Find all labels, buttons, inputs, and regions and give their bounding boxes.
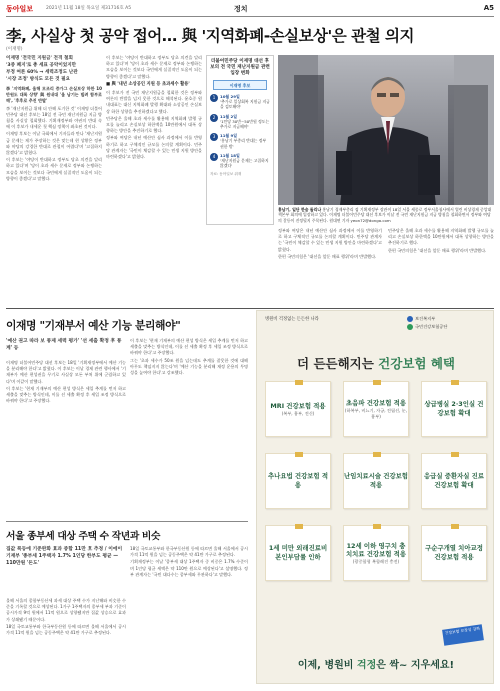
story1-lead: [6, 55, 102, 83]
ad-slogan: 이제, 병원비 걱정은 싹~ 지우세요!: [297, 660, 455, 671]
story2-subhead: '예산 권고 따라 보 통제 세력 평가' '선 세출 확정 후 통계' 등: [6, 339, 122, 351]
paragraph: 민주당은 올해 초과 세수를 활용해 지역화폐 발행 규모를 늘리고 손실보상 하한액을 10만원에서 대폭 상향하는 방안을 추진하기로 했다.: [106, 115, 202, 134]
top-rule: [6, 16, 494, 17]
paragraph: 그는 '초과 세수가 50조 원을 넘는데도 추계를 잘못한 것에 대해 아무도 책임지지 않는다'며 '예산 기능을 분리해 재정 운용의 투명성을 높여야 한다'고 강조했다.: [130, 357, 248, 376]
infobox-source: 자료: 동아일보 취재: [210, 172, 242, 177]
tape-icon: [373, 380, 381, 385]
paragraph: 이 후보는 '야당이 반대하고 정부도 당초 의견을 달리 하고 있다'며 '당이 초과 세수 문제로 정부와 논쟁하는 모습을 보이는 것보다 국민에게 실질적인 도움이 되는 방향이 좋겠다'고 말했다.: [6, 157, 102, 181]
story1-column-4: [388, 228, 494, 306]
nhis-emblem-icon: [407, 324, 413, 330]
timeline-date: 11월 18일: [220, 152, 240, 158]
paragraph: 민주당은 올해 초과 세수를 활용해 지역화폐 발행 규모를 늘리고 손실보상 하한액을 10만원에서 대폭 상향하는 방안을 추진하기로 했다.: [388, 228, 494, 246]
ministry-emblem-icon: [407, 316, 413, 322]
photo-official-walking: [278, 55, 494, 205]
paragraph: 이 후보는 '야당이 반대하고 정부도 당초 의견을 달리 하고 있다'며 '당이 초과 세수 문제로 정부와 논쟁하는 모습을 보이는 것보다 국민에게 실질적인 도움이 되는 방향이 좋겠다'고 말했다.: [106, 55, 202, 79]
health-insurance-ad: [256, 310, 494, 684]
infobox-brand: 이재명 후보: [213, 80, 267, 90]
timeline-number: 1: [210, 94, 218, 102]
main-headline: 李, 사실상 첫 공약 접어… 與 '지역화폐-손실보상'은 관철 의지: [6, 27, 414, 45]
paragraph: 올해 서울의 종합부동산세 과세 대상 주택 수가 지난해와 비슷한 수준을 기록할 것으로 예상된다. 1가구 1주택자의 종부세 부과 기준이 공시가격 9억 원에서 11억 원으로 상향됐지만 집값 상승으로 효과가 상쇄됐기 때문이다.: [6, 598, 126, 622]
benefit-card: 초음파 건강보험 적용 (하복부, 비뇨기, 자궁, 전립선, 눈, 흉부): [343, 381, 409, 437]
nhis-logo-text: 국민건강보험공단: [415, 324, 448, 329]
benefit-card: 1세 미만 외래진료비 본인부담률 인하: [265, 525, 331, 581]
tape-icon: [373, 452, 381, 457]
timeline-item: [207, 92, 273, 112]
timeline-text: '추가로 일상회복 지원금 지급을 검토해야': [220, 99, 270, 110]
timeline-date: 10월 29일: [220, 94, 240, 99]
paragraph: 이재명 더불어민주당 대선 후보는 18일 '기획재정부에서 예산 기능을 분리해야 한다'고 밝혔다. 이 후보는 이날 경제 관련 행사에서 '기재부가 예산 편성권을 무기로 사실상 모든 부처 위에 군림하고 있다'며 이같이 말했다.: [6, 360, 126, 384]
nhis-logo: [407, 323, 487, 331]
lead-line: 부정 여론 60% → 세력조정도 난관: [6, 70, 78, 75]
timeline-text: '홍남기 부총리 반대는 정부 권한 밖': [220, 138, 267, 149]
paragraph: 李 '재난지원금 위해 더 안해 포기한 것' 이재명 더불어민주당 대선 후보는 18일 전 국민 재난지원금 지급 방침을 사실상 철회했다. 기획재정부와 야권의 반대 속에 이 후보가 내세운 첫 핵심 정책이 좌초된 것이다.: [6, 105, 102, 130]
news-photo: [278, 55, 494, 205]
story1-column-2: [106, 55, 202, 305]
section-divider: [6, 521, 248, 522]
lead-line: 이재명 '전국민 지원금' 전격 철회: [6, 56, 73, 61]
tape-icon: [295, 524, 303, 529]
tape-icon: [373, 524, 381, 529]
main-byline: (이재명): [6, 47, 23, 52]
caption-text: 홍남기 경제부총리 겸 기획재정부 장관이 18일 서울 세종로 정부서울청사에서 열린 비상경제 중앙대책본부 회의에 입장하고 있다. 이재명 더불어민주당 대선 후보가 이날 전 국민 재난지원금 지급 방침을 철회하면서 정부와 여당의 갈등이 진정될지 주목된다. 원대연 기자 yeon72@donga.com: [278, 207, 492, 223]
timeline-item: [207, 151, 273, 171]
timeline-text: '1인당 30만~50만원 정도는 추가로 지급해야': [220, 118, 270, 130]
benefit-card: 난임치료시술 건강보험 적용: [343, 453, 409, 509]
story3-column-2: [130, 546, 248, 686]
timeline-number: 3: [210, 133, 218, 141]
paragraph: 기획재정부는 이날 '종부세 대상 1주택자 중 비중은 1.7% 수준이며 1인당 평균 세액은 약 110만 원으로 예상된다'고 설명했다. 정부 관계자는 '국민 대다수는 종부세와 무관하다'고 말했다.: [130, 559, 248, 577]
lead-line: '시장 조정' 방식도 모든 것 필요: [6, 77, 71, 82]
section-divider: [6, 308, 494, 309]
section-title: 정치: [234, 5, 248, 13]
tape-icon: [295, 452, 303, 457]
photo-caption: [278, 207, 494, 223]
timeline-item: [207, 112, 273, 132]
ministry-logo-text: 보건복지부: [415, 316, 436, 321]
story3-column-1: [6, 598, 126, 686]
ad-eraser-tag: 건강보험 보장성 강화: [442, 624, 484, 645]
issue-date: 2021년 11월 18일 목요일 제31716호 A5: [46, 6, 132, 11]
paragraph: 한편 국민의힘은 '대선을 앞둔 매표 행위'라며 반발했다.: [278, 253, 377, 259]
benefit-card: 상급병실 2·3인실 건강보험 확대: [421, 381, 487, 437]
timeline-text: '재난지원금 문제는 고집하지 않겠다': [220, 158, 269, 169]
paragraph: 이 후보는 '현재 기재부의 예산 편성 방식은 세입 추계를 먼저 하고 세출을 맞추는 방식인데, 이를 선 세출 확정 후 세입 조정 방식으로 바꿔야 한다'고 주장했다.: [130, 338, 248, 356]
benefit-card: 구순구개열 치아교정 건강보험 적용: [421, 525, 487, 581]
paragraph: 정부와 여당은 내년 예산안 심사 과정에서 이를 반영하기로 하고 구체적인 규모를 논의할 계획이다. 민주당 관계자는 '국민이 체감할 수 있는 민생 지원 방안을 마련하겠다'고 밝혔다.: [106, 135, 202, 160]
paragraph: 18일 국토교통부와 한국부동산원 등에 따르면 올해 서울에서 공시가격 11억 원을 넘는 공동주택은 약 41만 가구로 추정된다.: [130, 546, 248, 558]
timeline-item: [207, 131, 273, 151]
story3-headline: 서울 종부세 대상 주택 수 작년과 비슷: [6, 531, 161, 542]
benefit-card: 응급실 중환자실 진료 건강보험 확대: [421, 453, 487, 509]
ad-topline: 병원비 걱정없는 든든한 나라: [265, 317, 319, 322]
paragraph: 한편 국민의힘은 '대선을 앞둔 매표 행위'라며 반발했다.: [388, 247, 487, 253]
tape-icon: [451, 524, 459, 529]
timeline-infobox: [206, 55, 274, 225]
page-number: A5: [483, 4, 494, 12]
benefit-card: 12세 이하 영구치 충치치료 건강보험 적용 (광중합형 복합레진 충전): [343, 525, 409, 581]
story3-subhead: 집값 폭등에 기준완화 효과 중합 11만 호 추정 / 이에이 기재부 '종부세 1주택자 1.7% 1인당 한부도 평균 — 110만원 '돈도': [6, 547, 123, 566]
benefit-card: 추나요법 건강보험 적용: [265, 453, 331, 509]
paragraph: 정부와 여당은 내년 예산안 심사 과정에서 이를 반영하기로 하고 구체적인 규모를 논의할 계획이다. 민주당 관계자는 '국민이 체감할 수 있는 민생 지원 방안을 마련하겠다'고 밝혔다.: [278, 228, 382, 252]
paragraph: 이 후보가 전 국민 재난지원금을 철회한 것은 정부와 여론의 반발을 넘지 못한 것으로 해석된다. 윤호중 원내대표는 대신 지역화폐 발행 확대와 소상공인 손실보상 하한 상향을 추진하겠다고 했다.: [106, 90, 202, 114]
paragraph: 이재명 후보는 이날 국회에서 기자들과 만나 '재난지원금 문제는 제가 주장하는 것은 맞는데 현 상황은 정부와 야당의 강경한 반대로 관철이 어렵다'며 '고집하지 않겠다'고 밝혔다.: [6, 131, 102, 156]
caption-title: 홍남기, 일단 한숨 돌리나: [278, 207, 322, 212]
story1-subhead: ■ 與 '내년 소상공인 지원 등 초과세수 활용': [106, 81, 190, 87]
lead-line: '3중 폐지'로 총 세표 공약이었지만: [6, 63, 77, 68]
ad-logos: [407, 315, 487, 331]
story1-column-1: [6, 55, 102, 305]
ministry-logo: [407, 315, 487, 323]
story2-headline: 이재명 "기재부서 예산 기능 분리해야": [6, 319, 181, 332]
infobox-title: 더불어민주당 이재명 대선 후보의 전 국민 재난지원금 관련 입장 변화: [210, 59, 270, 76]
tape-icon: [451, 452, 459, 457]
story2-column-1: [6, 360, 126, 516]
benefit-card: MRI 건강보험 적용 (복부, 흉부, 전신): [265, 381, 331, 437]
newspaper-logo: 동아일보: [6, 5, 34, 13]
timeline-number: 4: [210, 153, 218, 161]
paragraph: 李 '지역화폐, 올해 모조리 증가그 손실보상 하한 10만원도 대폭 상향' 與 원내대 '올 남기는 빌려 함부로 해', '후후로 추진 반발': [6, 86, 102, 104]
timeline-number: 2: [210, 114, 218, 122]
story1-column-3: [278, 228, 382, 306]
timeline-date: 11월 2일: [220, 113, 237, 119]
tape-icon: [451, 380, 459, 385]
ad-title: 더 든든해지는 건강보험 혜택: [297, 356, 455, 371]
tape-icon: [295, 380, 303, 385]
paragraph: 이 후보는 '현재 기재부의 예산 편성 방식은 세입 추계를 먼저 하고 세출을 맞추는 방식인데, 이를 선 세출 확정 후 세입 조정 방식으로 바꿔야 한다'고 주장했다.: [6, 385, 126, 404]
timeline-date: 11월 9일: [220, 133, 237, 139]
paragraph: 18일 국토교통부와 한국부동산원 등에 따르면 올해 서울에서 공시가격 11억 원을 넘는 공동주택은 약 41만 가구로 추정된다.: [6, 623, 126, 636]
story2-column-2: [130, 338, 248, 516]
